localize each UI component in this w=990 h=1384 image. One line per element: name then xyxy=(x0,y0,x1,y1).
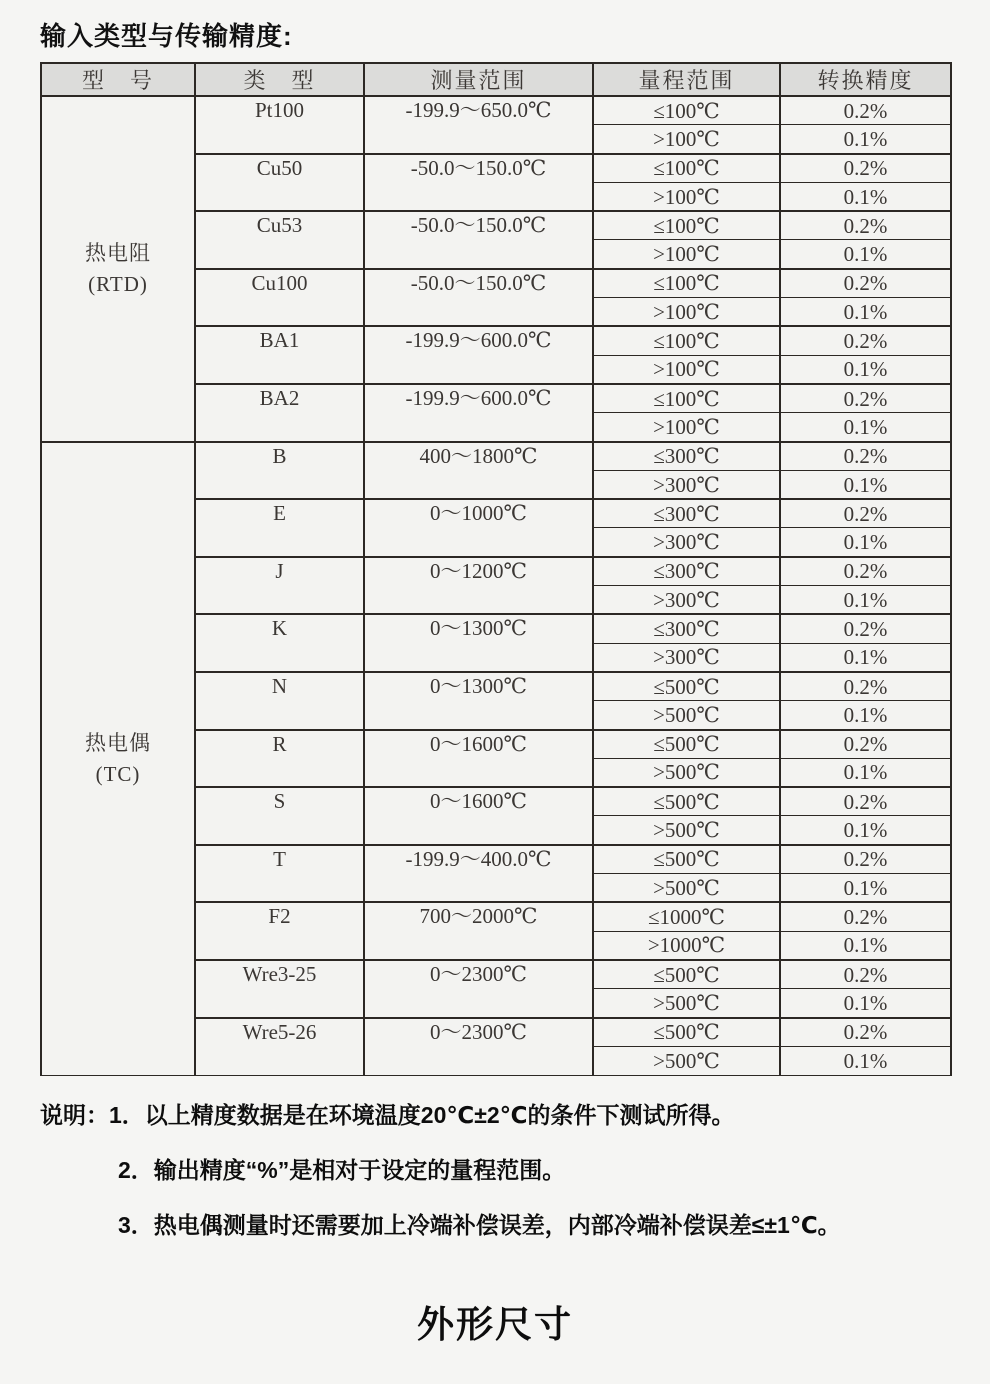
measure-range-cell: 0～1000℃ xyxy=(364,499,593,557)
type-cell: T xyxy=(195,845,364,903)
accuracy-cell: 0.2% xyxy=(780,672,951,701)
accuracy-cell: 0.1% xyxy=(780,125,951,154)
accuracy-cell: 0.2% xyxy=(780,614,951,643)
span-range-cell: ≤500℃ xyxy=(593,845,780,874)
span-range-cell: >300℃ xyxy=(593,643,780,672)
measure-range-cell: 400～1800℃ xyxy=(364,442,593,500)
accuracy-cell: 0.2% xyxy=(780,960,951,989)
type-cell: Wre3-25 xyxy=(195,960,364,1018)
measure-range-cell: 0～1300℃ xyxy=(364,614,593,672)
span-range-cell: ≤100℃ xyxy=(593,269,780,298)
accuracy-cell: 0.2% xyxy=(780,211,951,240)
model-abbr: (RTD) xyxy=(88,271,148,296)
accuracy-cell: 0.2% xyxy=(780,557,951,586)
column-header: 测量范围 xyxy=(364,63,593,96)
span-range-cell: >100℃ xyxy=(593,182,780,211)
model-name: 热电阻 xyxy=(85,240,151,265)
accuracy-cell: 0.2% xyxy=(780,442,951,471)
accuracy-cell: 0.1% xyxy=(780,931,951,960)
measure-range-cell: 0～1600℃ xyxy=(364,787,593,845)
accuracy-cell: 0.2% xyxy=(780,326,951,355)
accuracy-cell: 0.1% xyxy=(780,816,951,845)
span-range-cell: >100℃ xyxy=(593,240,780,269)
measure-range-cell: -50.0～150.0℃ xyxy=(364,154,593,212)
span-range-cell: ≤300℃ xyxy=(593,442,780,471)
accuracy-cell: 0.2% xyxy=(780,902,951,931)
accuracy-cell: 0.2% xyxy=(780,1018,951,1047)
accuracy-cell: 0.1% xyxy=(780,413,951,442)
model-group-cell xyxy=(41,442,195,1076)
model-name: 热电偶 xyxy=(85,730,151,755)
accuracy-cell: 0.1% xyxy=(780,758,951,787)
type-cell: BA1 xyxy=(195,326,364,384)
accuracy-cell: 0.2% xyxy=(780,499,951,528)
span-range-cell: >500℃ xyxy=(593,1046,780,1075)
model-group-cell xyxy=(41,96,195,442)
measure-range-cell: -50.0～150.0℃ xyxy=(364,211,593,269)
span-range-cell: >300℃ xyxy=(593,470,780,499)
span-range-cell: ≤500℃ xyxy=(593,730,780,759)
type-cell: J xyxy=(195,557,364,615)
type-cell: BA2 xyxy=(195,384,364,442)
column-header: 型 号 xyxy=(41,63,195,96)
span-range-cell: >100℃ xyxy=(593,125,780,154)
note-line xyxy=(40,1210,960,1240)
span-range-cell: >100℃ xyxy=(593,298,780,327)
accuracy-cell: 0.1% xyxy=(780,989,951,1018)
note-text: 1．以上精度数据是在环境温度20℃±2℃的条件下测试所得。 xyxy=(109,1102,735,1128)
span-range-cell: >500℃ xyxy=(593,874,780,903)
type-cell: Wre5-26 xyxy=(195,1018,364,1076)
accuracy-cell: 0.1% xyxy=(780,240,951,269)
type-cell: B xyxy=(195,442,364,500)
span-range-cell: ≤100℃ xyxy=(593,384,780,413)
accuracy-cell: 0.1% xyxy=(780,528,951,557)
span-range-cell: >500℃ xyxy=(593,701,780,730)
span-range-cell: ≤100℃ xyxy=(593,96,780,125)
span-range-cell: >300℃ xyxy=(593,528,780,557)
accuracy-cell: 0.1% xyxy=(780,355,951,384)
type-cell: K xyxy=(195,614,364,672)
accuracy-cell: 0.1% xyxy=(780,874,951,903)
accuracy-cell: 0.2% xyxy=(780,845,951,874)
span-range-cell: ≤500℃ xyxy=(593,672,780,701)
span-range-cell: >500℃ xyxy=(593,989,780,1018)
span-range-cell: ≤300℃ xyxy=(593,557,780,586)
measure-range-cell: -199.9～650.0℃ xyxy=(364,96,593,154)
measure-range-cell: 700～2000℃ xyxy=(364,902,593,960)
measure-range-cell: 0～2300℃ xyxy=(364,960,593,1018)
table-row xyxy=(41,442,951,471)
span-range-cell: ≤100℃ xyxy=(593,154,780,183)
accuracy-cell: 0.2% xyxy=(780,154,951,183)
note-line xyxy=(40,1155,960,1185)
accuracy-cell: 0.1% xyxy=(780,643,951,672)
accuracy-cell: 0.1% xyxy=(780,182,951,211)
section-heading: 外形尺寸 xyxy=(417,1304,573,1345)
span-range-cell: ≤100℃ xyxy=(593,326,780,355)
type-cell: S xyxy=(195,787,364,845)
span-range-cell: ≤300℃ xyxy=(593,614,780,643)
measure-range-cell: 0～1300℃ xyxy=(364,672,593,730)
span-range-cell: >500℃ xyxy=(593,816,780,845)
note-line xyxy=(40,1100,960,1130)
span-range-cell: >100℃ xyxy=(593,355,780,384)
measure-range-cell: -50.0～150.0℃ xyxy=(364,269,593,327)
accuracy-cell: 0.2% xyxy=(780,269,951,298)
spec-table-body xyxy=(41,96,951,1075)
span-range-cell: >1000℃ xyxy=(593,931,780,960)
note-text: 2．输出精度“%”是相对于设定的量程范围。 xyxy=(118,1157,566,1183)
span-range-cell: ≤500℃ xyxy=(593,1018,780,1047)
measure-range-cell: 0～1600℃ xyxy=(364,730,593,788)
spec-table-header xyxy=(41,63,951,96)
accuracy-cell: 0.2% xyxy=(780,730,951,759)
type-cell: Pt100 xyxy=(195,96,364,154)
type-cell: Cu50 xyxy=(195,154,364,212)
span-range-cell: ≤500℃ xyxy=(593,787,780,816)
type-cell: Cu53 xyxy=(195,211,364,269)
measure-range-cell: -199.9～600.0℃ xyxy=(364,384,593,442)
measure-range-cell: -199.9～600.0℃ xyxy=(364,326,593,384)
page-title: 输入类型与传输精度: xyxy=(40,21,293,51)
type-cell: E xyxy=(195,499,364,557)
accuracy-cell: 0.1% xyxy=(780,586,951,615)
notes-label: 说明： xyxy=(40,1102,109,1128)
model-abbr: (TC) xyxy=(95,761,141,786)
type-cell: Cu100 xyxy=(195,269,364,327)
measure-range-cell: -199.9～400.0℃ xyxy=(364,845,593,903)
span-range-cell: ≤1000℃ xyxy=(593,902,780,931)
accuracy-cell: 0.1% xyxy=(780,701,951,730)
header-row xyxy=(41,63,951,96)
accuracy-cell: 0.2% xyxy=(780,96,951,125)
table-row xyxy=(41,96,951,125)
span-range-cell: ≤100℃ xyxy=(593,211,780,240)
accuracy-cell: 0.2% xyxy=(780,384,951,413)
span-range-cell: >500℃ xyxy=(593,758,780,787)
column-header: 转换精度 xyxy=(780,63,951,96)
accuracy-cell: 0.1% xyxy=(780,470,951,499)
measure-range-cell: 0～2300℃ xyxy=(364,1018,593,1076)
span-range-cell: >300℃ xyxy=(593,586,780,615)
span-range-cell: ≤300℃ xyxy=(593,499,780,528)
type-cell: N xyxy=(195,672,364,730)
note-text: 3．热电偶测量时还需要加上冷端补偿误差，内部冷端补偿误差≤±1℃。 xyxy=(118,1212,841,1238)
measure-range-cell: 0～1200℃ xyxy=(364,557,593,615)
accuracy-cell: 0.1% xyxy=(780,298,951,327)
column-header: 量程范围 xyxy=(593,63,780,96)
span-range-cell: ≤500℃ xyxy=(593,960,780,989)
notes xyxy=(40,1100,960,1265)
span-range-cell: >100℃ xyxy=(593,413,780,442)
column-header: 类 型 xyxy=(195,63,364,96)
accuracy-cell: 0.2% xyxy=(780,787,951,816)
type-cell: R xyxy=(195,730,364,788)
type-cell: F2 xyxy=(195,902,364,960)
accuracy-cell: 0.1% xyxy=(780,1046,951,1075)
spec-table xyxy=(40,62,952,1076)
